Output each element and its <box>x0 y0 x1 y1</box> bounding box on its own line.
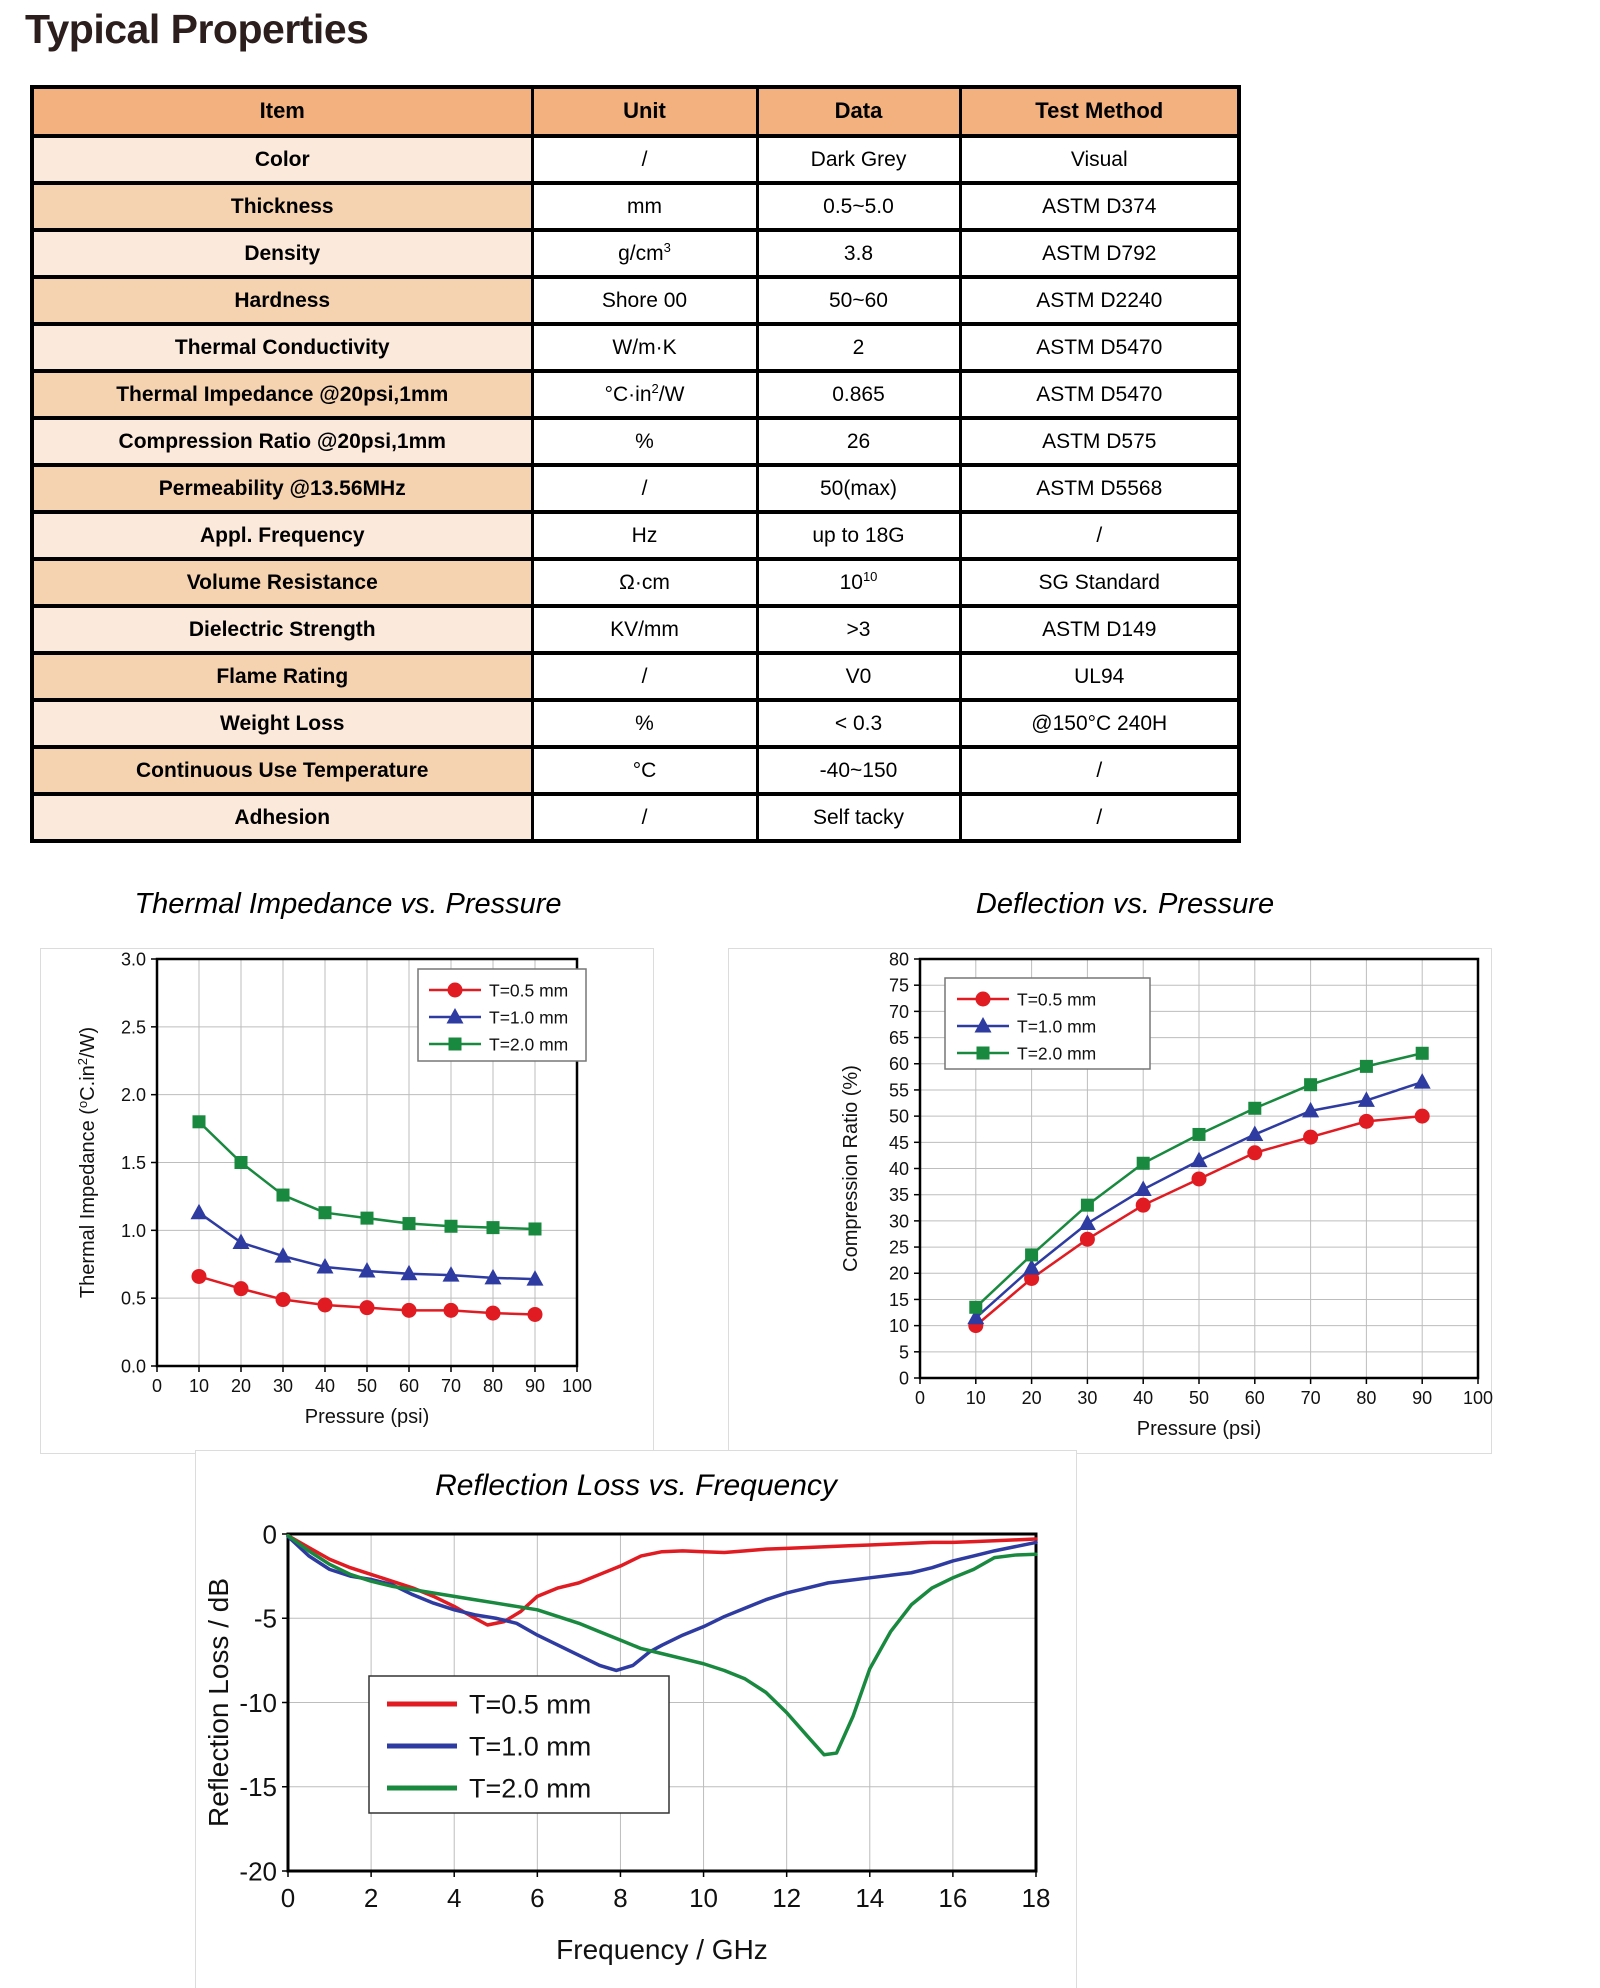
svg-text:10: 10 <box>965 1388 986 1408</box>
table-cell-data: < 0.3 <box>757 700 960 747</box>
table-cell-method: / <box>960 794 1239 841</box>
table-row <box>32 136 1239 183</box>
svg-text:10: 10 <box>689 1883 719 1913</box>
svg-text:0: 0 <box>151 1376 163 1396</box>
table-cell-method: ASTM D5470 <box>960 371 1239 418</box>
table-cell-method: @150°C 240H <box>960 700 1239 747</box>
svg-text:50: 50 <box>1188 1388 1210 1408</box>
table-cell-data: 26 <box>757 418 960 465</box>
svg-text:75: 75 <box>888 975 909 996</box>
chart-canvas-reflection-loss <box>196 1511 1076 1988</box>
table-cell-item: Permeability @13.56MHz <box>32 465 532 512</box>
svg-text:20: 20 <box>1021 1388 1042 1408</box>
svg-text:T=0.5 mm: T=0.5 mm <box>1017 989 1097 1010</box>
table-cell-unit: KV/mm <box>532 606 757 653</box>
table-cell-data: 3.8 <box>757 230 960 277</box>
table-cell-item: Dielectric Strength <box>32 606 532 653</box>
svg-text:25: 25 <box>888 1237 909 1258</box>
svg-text:80: 80 <box>1356 1388 1377 1408</box>
svg-text:35: 35 <box>888 1185 909 1206</box>
svg-text:15: 15 <box>888 1289 909 1310</box>
chart-canvas-thermal-impedance <box>68 921 628 1443</box>
svg-text:T=0.5 mm: T=0.5 mm <box>489 980 569 1001</box>
svg-text:2.0: 2.0 <box>120 1085 146 1106</box>
table-row <box>32 700 1239 747</box>
svg-text:-20: -20 <box>239 1856 277 1887</box>
svg-text:1.0: 1.0 <box>120 1220 146 1241</box>
svg-text:0.5: 0.5 <box>120 1288 146 1309</box>
svg-text:1.5: 1.5 <box>120 1152 146 1173</box>
svg-text:Pressure (psi): Pressure (psi) <box>1136 1418 1262 1440</box>
svg-text:T=2.0 mm: T=2.0 mm <box>1017 1043 1097 1064</box>
table-row <box>32 230 1239 277</box>
table-row <box>32 418 1239 465</box>
svg-text:60: 60 <box>398 1376 420 1396</box>
table-cell-data: 50(max) <box>757 465 960 512</box>
table-row <box>32 653 1239 700</box>
svg-text:65: 65 <box>888 1028 909 1049</box>
chart-thermal-impedance <box>68 888 628 1452</box>
svg-text:40: 40 <box>314 1376 336 1396</box>
svg-text:45: 45 <box>888 1132 909 1153</box>
svg-text:16: 16 <box>938 1883 968 1913</box>
properties-table <box>30 85 1241 843</box>
table-header-cell: Test Method <box>960 87 1239 136</box>
svg-text:Reflection Loss / dB: Reflection Loss / dB <box>203 1577 234 1828</box>
table-cell-item: Weight Loss <box>32 700 532 747</box>
svg-text:20: 20 <box>230 1376 252 1396</box>
svg-text:18: 18 <box>1021 1883 1051 1913</box>
svg-text:80: 80 <box>888 949 909 970</box>
table-header-cell: Unit <box>532 87 757 136</box>
chart-title: Deflection vs. Pressure <box>975 888 1275 920</box>
table-cell-method: ASTM D575 <box>960 418 1239 465</box>
table-cell-data: Dark Grey <box>757 136 960 183</box>
svg-text:10: 10 <box>188 1376 210 1396</box>
svg-text:6: 6 <box>530 1883 545 1913</box>
svg-text:70: 70 <box>440 1376 462 1396</box>
svg-text:Pressure (psi): Pressure (psi) <box>304 1406 430 1428</box>
table-cell-unit: W/m·K <box>532 324 757 371</box>
svg-text:30: 30 <box>1077 1388 1098 1408</box>
table-cell-data: 0.865 <box>757 371 960 418</box>
table-cell-data: $10^{10}$ <box>757 559 960 606</box>
table-cell-method: ASTM D2240 <box>960 277 1239 324</box>
svg-text:90: 90 <box>1412 1388 1433 1408</box>
table-body <box>32 136 1239 841</box>
table-cell-method: UL94 <box>960 653 1239 700</box>
svg-text:100: 100 <box>561 1376 593 1396</box>
svg-text:10: 10 <box>888 1316 909 1337</box>
svg-text:60: 60 <box>888 1054 909 1075</box>
svg-text:T=1.0 mm: T=1.0 mm <box>1017 1016 1097 1037</box>
table-cell-data: up to 18G <box>757 512 960 559</box>
svg-text:70: 70 <box>888 1001 909 1022</box>
svg-text:T=0.5 mm: T=0.5 mm <box>469 1689 592 1720</box>
chart-canvas-deflection <box>745 921 1505 1443</box>
svg-text:12: 12 <box>772 1883 802 1913</box>
table-cell-unit: °C <box>532 747 757 794</box>
svg-text:8: 8 <box>613 1883 628 1913</box>
table-header-cell: Data <box>757 87 960 136</box>
svg-text:40: 40 <box>1133 1388 1154 1408</box>
table-cell-method: / <box>960 747 1239 794</box>
svg-text:T=2.0 mm: T=2.0 mm <box>469 1773 592 1804</box>
table-cell-data: 50~60 <box>757 277 960 324</box>
table-cell-method: ASTM D149 <box>960 606 1239 653</box>
table-cell-method: SG Standard <box>960 559 1239 606</box>
table-cell-item: Color <box>32 136 532 183</box>
table-cell-unit: Hz <box>532 512 757 559</box>
svg-text:90: 90 <box>524 1376 546 1396</box>
svg-text:0: 0 <box>280 1883 296 1913</box>
table-cell-unit: / <box>532 794 757 841</box>
svg-text:2.5: 2.5 <box>120 1017 146 1038</box>
svg-text:2: 2 <box>363 1883 379 1913</box>
table-row <box>32 465 1239 512</box>
table-row <box>32 606 1239 653</box>
table-row <box>32 559 1239 606</box>
table-cell-item: Thickness <box>32 183 532 230</box>
table-cell-method: Visual <box>960 136 1239 183</box>
table-cell-item: Continuous Use Temperature <box>32 747 532 794</box>
svg-text:0: 0 <box>914 1388 926 1408</box>
svg-text:14: 14 <box>855 1883 885 1913</box>
table-row <box>32 747 1239 794</box>
svg-text:Frequency / GHz: Frequency / GHz <box>556 1934 768 1965</box>
table-row <box>32 512 1239 559</box>
chart-deflection <box>745 888 1505 1452</box>
table-cell-item: Appl. Frequency <box>32 512 532 559</box>
table-cell-data: -40~150 <box>757 747 960 794</box>
svg-text:0: 0 <box>898 1368 909 1389</box>
table-cell-method: ASTM D792 <box>960 230 1239 277</box>
table-cell-unit: $g/cm^3$ <box>532 230 757 277</box>
table-cell-data: 0.5~5.0 <box>757 183 960 230</box>
table-cell-data: 2 <box>757 324 960 371</box>
svg-text:T=1.0 mm: T=1.0 mm <box>469 1731 592 1762</box>
table-cell-unit: $^\circ C\cdot in^2/W$ <box>532 371 757 418</box>
table-cell-unit: / <box>532 136 757 183</box>
svg-text:30: 30 <box>272 1376 294 1396</box>
page-title: Typical Properties <box>25 6 369 52</box>
table-cell-item: Density <box>32 230 532 277</box>
table-header <box>32 87 1239 136</box>
chart-title: Thermal Impedance vs. Pressure <box>134 888 562 920</box>
table-cell-method: ASTM D5568 <box>960 465 1239 512</box>
table-cell-data: >3 <box>757 606 960 653</box>
svg-text:-10: -10 <box>239 1687 277 1718</box>
table-cell-unit: % <box>532 418 757 465</box>
svg-text:-15: -15 <box>239 1772 277 1803</box>
svg-text:0: 0 <box>262 1519 277 1550</box>
chart-title: Reflection Loss vs. Frequency <box>435 1469 837 1502</box>
table-cell-method: ASTM D5470 <box>960 324 1239 371</box>
svg-text:55: 55 <box>888 1080 909 1101</box>
svg-text:50: 50 <box>888 1106 909 1127</box>
svg-text:5: 5 <box>898 1342 909 1363</box>
table-row <box>32 324 1239 371</box>
svg-text:80: 80 <box>482 1376 504 1396</box>
table-cell-item: Adhesion <box>32 794 532 841</box>
svg-text:T=1.0 mm: T=1.0 mm <box>489 1007 569 1028</box>
svg-text:20: 20 <box>888 1263 909 1284</box>
table-cell-data: Self tacky <box>757 794 960 841</box>
table-cell-item: Compression Ratio @20psi,1mm <box>32 418 532 465</box>
table-cell-item: Hardness <box>32 277 532 324</box>
table-cell-unit: % <box>532 700 757 747</box>
svg-text:60: 60 <box>1244 1388 1265 1408</box>
table-cell-data: V0 <box>757 653 960 700</box>
table-cell-item: Flame Rating <box>32 653 532 700</box>
svg-text:-5: -5 <box>253 1603 277 1634</box>
table-header-cell: Item <box>32 87 532 136</box>
svg-text:Thermal Impedance (oC.in2/W): Thermal Impedance $(^oC.in^2/W)$ <box>74 1026 99 1299</box>
table-row <box>32 277 1239 324</box>
table-row <box>32 371 1239 418</box>
svg-text:40: 40 <box>888 1158 909 1179</box>
svg-text:3.0: 3.0 <box>120 949 146 970</box>
table-cell-item: Thermal Conductivity <box>32 324 532 371</box>
table-row <box>32 183 1239 230</box>
table-cell-item: Volume Resistance <box>32 559 532 606</box>
svg-text:70: 70 <box>1300 1388 1321 1408</box>
table-cell-unit: mm <box>532 183 757 230</box>
svg-text:50: 50 <box>356 1376 378 1396</box>
table-cell-unit: Ω·cm <box>532 559 757 606</box>
svg-text:T=2.0 mm: T=2.0 mm <box>489 1034 569 1055</box>
svg-text:30: 30 <box>888 1211 909 1232</box>
chart-reflection-loss <box>195 1450 1077 1988</box>
table-cell-unit: / <box>532 653 757 700</box>
table-cell-unit: Shore 00 <box>532 277 757 324</box>
svg-text:100: 100 <box>1462 1388 1494 1408</box>
svg-text:Compression Ratio (%): Compression Ratio (%) <box>840 1065 862 1272</box>
svg-text:0.0: 0.0 <box>120 1356 146 1377</box>
table-cell-method: / <box>960 512 1239 559</box>
table-row <box>32 794 1239 841</box>
table-cell-item: Thermal Impedance @20psi,1mm <box>32 371 532 418</box>
table-cell-unit: / <box>532 465 757 512</box>
table-cell-method: ASTM D374 <box>960 183 1239 230</box>
properties-table-wrap <box>30 85 1237 842</box>
svg-text:4: 4 <box>446 1883 462 1913</box>
